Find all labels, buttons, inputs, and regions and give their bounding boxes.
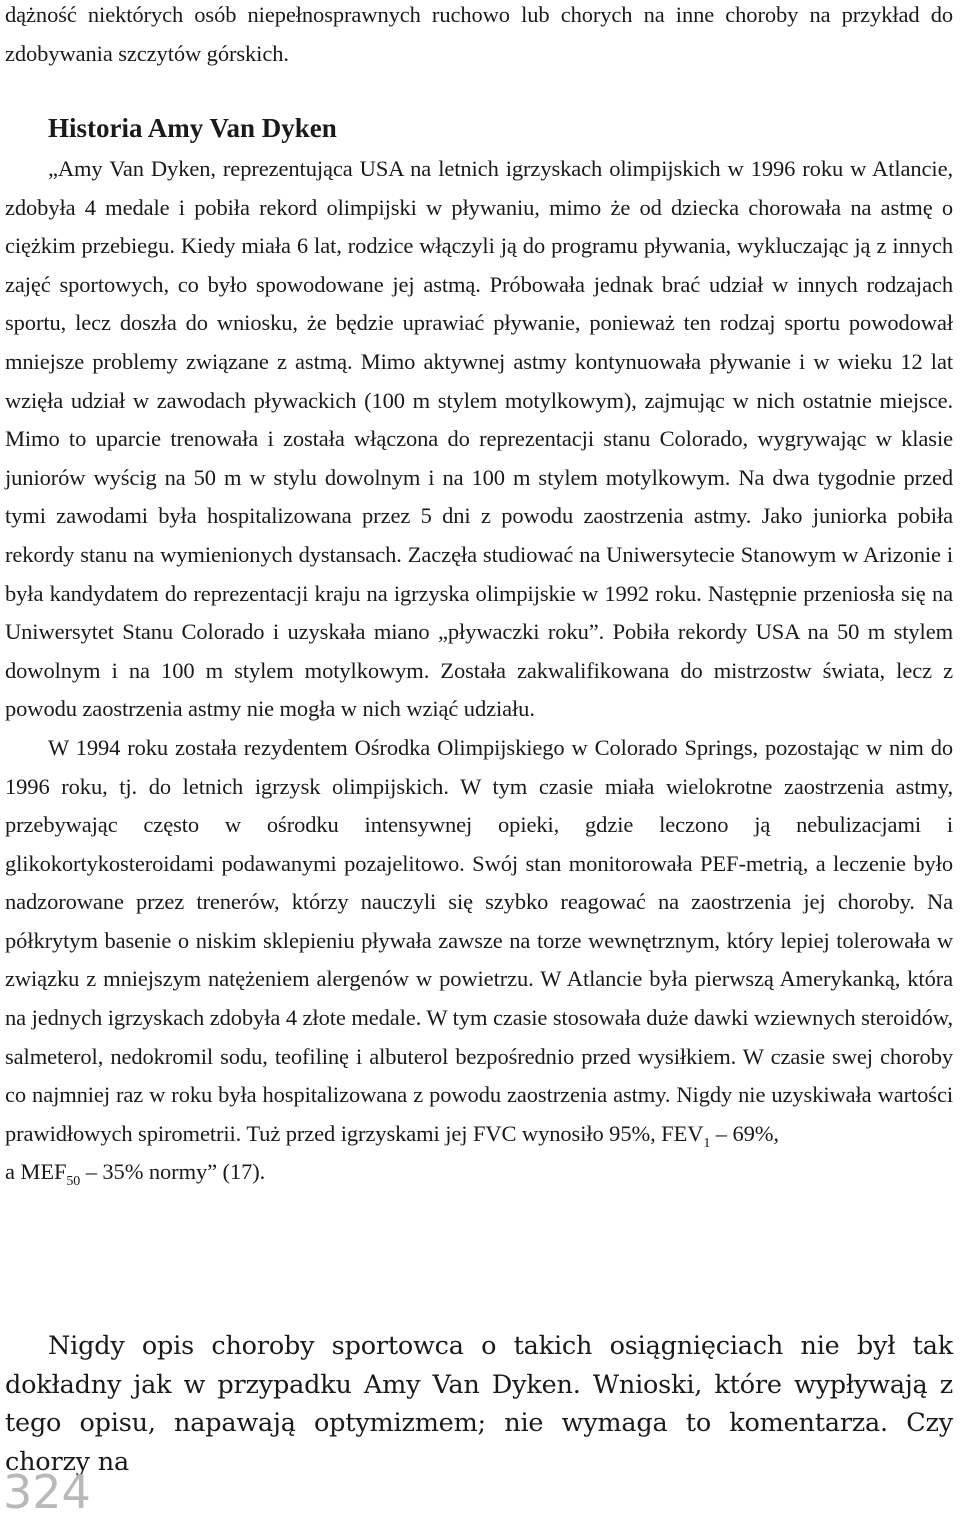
section-heading: Historia Amy Van Dyken xyxy=(48,113,337,143)
intro-paragraph: dążność niektórych osób niepełnosprawnych ruchowo lub chorych na inne choroby na przykład do zdobywania szczytów górskich. xyxy=(5,2,953,66)
story-paragraph-2-text: W 1994 roku została rezydentem Ośrodka Olimpijskiego w Colorado Springs, pozostając w nim do 1996 roku, tj. do letnich igrzysk olimpijskich. W tym czasie miała wielokrotne zaostrzenia astmy, przebywając często w ośrodku intensywnej opieki, gdzie leczono ją nebulizacjami i glikokortykosteroidami podawanymi pozajelitowo. Swój stan monitorowała PEF-metrią, a leczenie było nadzorowane przez trenerów, którzy nauczyli się szybko reagować na zaostrzenia jej choroby. Na półkrytym basenie o niskim sklepieniu pływała zawsze na torze wewnętrznym, który lepiej tolerowała w związku z mniejszym natężeniem alergenów w powietrzu. W Atlancie była pierwszą Amerykanką, która na jednych igrzyskach zdobyła 4 złote medale. W tym czasie stosowała duże dawki wziewnych steroidów, salmeterol, nedokromil sodu, teofilinę i albuterol bezpośrednio przed wysiłkiem. W czasie swej choroby co najmniej raz w roku była hospitalizowana z powodu zaostrzenia astmy. Nigdy nie uzyskiwała wartości prawidłowych spirometrii. Tuż przed igrzyskami jej FVC wynosiło 95%, FEV xyxy=(5,734,953,1146)
comment-paragraph: Nigdy opis choroby sportowca o takich osiągnięciach nie był tak dokładny jak w przypadku Amy Van Dyken. Wnioski, które wypływają z tego opisu, napawają optymizmem; nie wymaga to komentarza. Czy chorzy na xyxy=(5,1331,953,1477)
story-paragraph-1: „Amy Van Dyken, reprezentująca USA na letnich igrzyskach olimpijskich w 1996 roku w Atlancie, zdobyła 4 medale i pobiła rekord olimpijski w pływaniu, mimo że od dziecka chorowała na astmę o ciężkim przebiegu. Kiedy miała 6 lat, rodzice włączyli ją do programu pływania, wykluczając ją z innych zajęć sportowych, co było spowodowane jej astmą. Próbowała jednak brać udział w innych rodzajach sportu, lecz doszła do wniosku, że będzie uprawiać pływanie, ponieważ ten rodzaj sportu powodował mniejsze problemy związane z astmą. Mimo aktywnej astmy kontynuowała pływanie i w wieku 12 lat wzięła udział w zawodach pływackich (100 m stylem motylkowym), zajmując w nich ostatnie miejsce. Mimo to uparcie trenowała i została włączona do reprezentacji stanu Colorado, wygrywając w klasie juniorów wyścig na 50 m w stylu dowolnym i na 100 m stylem motylkowym. Na dwa tygodnie przed tymi zawodami była hospitalizowana przez 5 dni z powodu zaostrzenia astmy. Jako juniorka pobiła rekordy stanu na wymienionych dystansach. Zaczęła studiować na Uniwersytecie Stanowym w Arizonie i była kandydatem do reprezentacji kraju na igrzyska olimpijskie w 1992 roku. Następnie przeniosła się na Uniwersytet Stanu Colorado i uzyskała miano „pływaczki roku”. Pobiła rekordy USA na 50 m stylem dowolnym i na 100 m stylem motylkowym. Została zakwalifikowana do mistrzostw świata, lecz z powodu zaostrzenia astmy nie mogła w nich wziąć udziału. xyxy=(5,156,953,722)
story-quote xyxy=(5,150,953,1192)
story-paragraph-2 xyxy=(5,729,953,1154)
mef-label: a MEF xyxy=(5,1159,67,1185)
mef-subscript: 50 xyxy=(66,1174,81,1190)
fev-subscript: 1 xyxy=(703,1135,711,1151)
story-paragraph-3 xyxy=(5,1153,953,1192)
story-paragraph-2-tail: – 69%, xyxy=(710,1120,779,1146)
page-number: 324 xyxy=(3,1465,91,1519)
story-paragraph-3-end: – 35% normy” (17). xyxy=(80,1159,266,1185)
